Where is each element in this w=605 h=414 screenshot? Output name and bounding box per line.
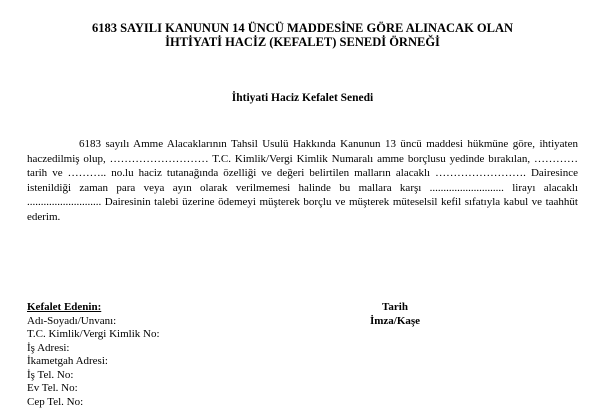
document-title-line-2: İHTİYATİ HACİZ (KEFALET) SENEDİ ÖRNEĞİ [165, 35, 440, 49]
field-home-phone: Ev Tel. No: [27, 382, 78, 394]
field-id-number: T.C. Kimlik/Vergi Kimlik No: [27, 328, 160, 340]
field-work-address: İş Adresi: [27, 341, 70, 354]
date-label: Tarih [382, 301, 408, 313]
field-mobile-phone: Cep Tel. No: [27, 395, 84, 408]
guarantor-section [27, 301, 160, 409]
field-home-address: İkametgah Adresi: [27, 355, 108, 367]
field-name-title: Adı-Soyadı/Unvanı: [27, 314, 117, 327]
signature-block [365, 301, 425, 328]
signature-stamp-label: İmza/Kaşe [369, 314, 421, 327]
form-subtitle: İhtiyati Haciz Kefalet Senedi [231, 92, 374, 104]
field-work-phone: İş Tel. No: [27, 368, 74, 381]
guarantor-heading: Kefalet Edenin: [27, 301, 102, 313]
document-title-line-1: 6183 SAYILI KANUNUN 14 ÜNCÜ MADDESİNE GÖRE ALINACAK OLAN [91, 21, 514, 35]
guarantee-body-text: 6183 sayılı Amme Alacaklarının Tahsil Usulü Hakkında Kanunun 13 üncü maddesi hükmüne göre, ihtiyaten haczedilmiş olup, ……………………… T.C. Kimlik/Vergi Kimlik Numaralı amme borçlusu yedinde bırakılan, ………… tarih ve ……….. no.lu haciz tutanağında özelliği ve değeri belirtilen malların alacaklı ……………………. Dairesince istenildiği zaman para veya ayın olarak verilmemesi halinde bu mallara karşı ........................... lirayı alacaklı ........................... Dairesinin talebi üzerine ödemeyi müşterek borçlu ve müşterek müteselsil kefil sıfatıyla kabul ve taahhüt ederim. [27, 138, 578, 223]
